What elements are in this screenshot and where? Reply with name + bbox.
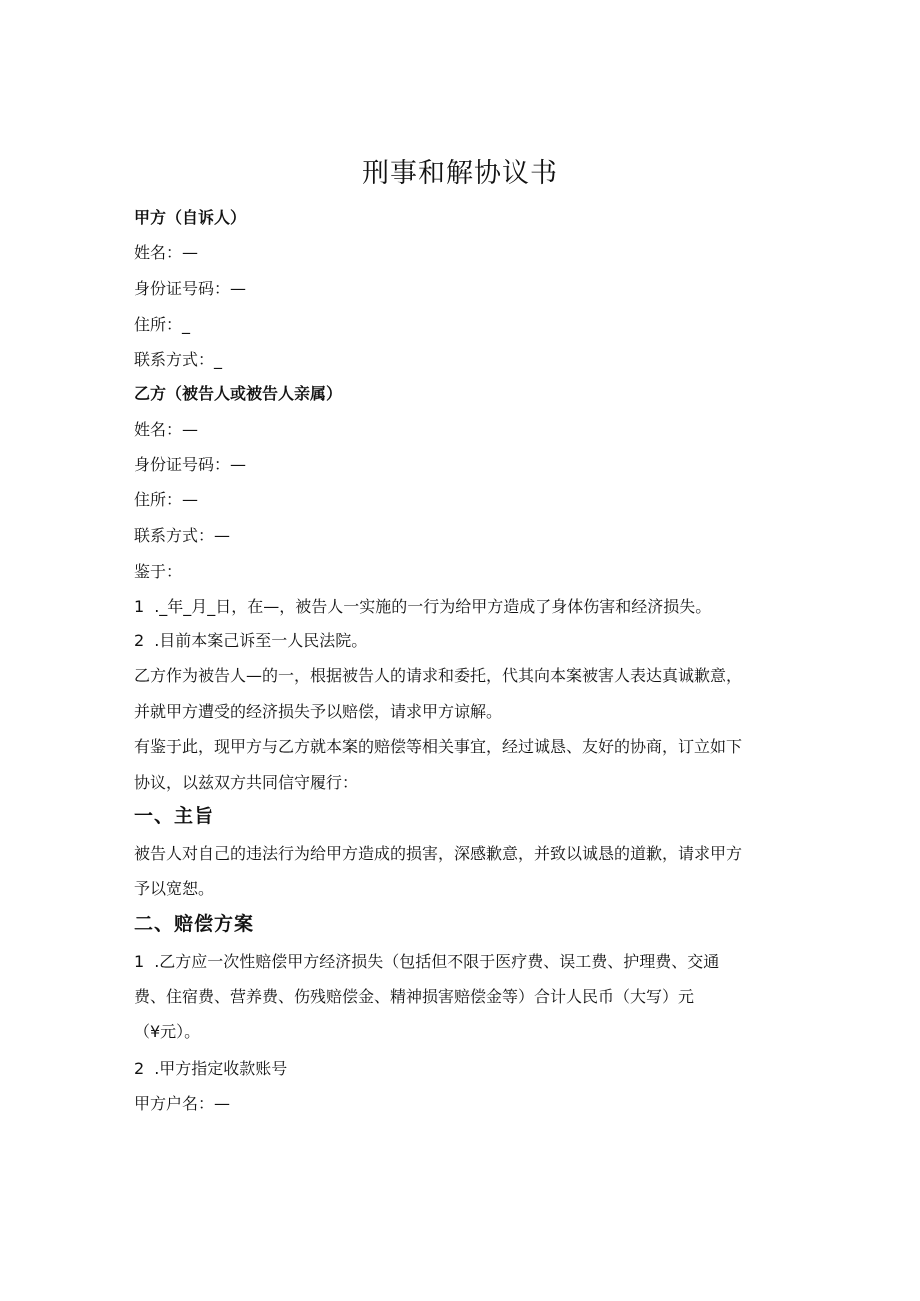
whereas-paragraph-2-line-1: 有鉴于此，现甲方与乙方就本案的赔偿等相关事宜，经过诚恳、友好的协商，订立如下 [134,737,743,756]
whereas-item-2 [134,629,367,653]
whereas-item-1 [134,595,711,619]
whereas-label: 鉴于： [134,562,183,581]
section-1-line-2: 予以宽恕。 [134,879,215,898]
whereas-item-2-text: .目前本案己诉至一人民法院。 [154,631,368,650]
party-a-id-number: 身份证号码：— [134,279,247,298]
party-a-address: 住所：_ [134,315,191,334]
whereas-item-1-number: 1 [134,597,145,616]
section-2-item-2 [134,1057,287,1081]
section-1-line-1: 被告人对自己的违法行为给甲方造成的损害，深感歉意，并致以诚恳的道歉，请求甲方 [134,844,743,863]
party-b-address: 住所：— [134,490,199,509]
section-2-item-1-text: .乙方应一次性赔偿甲方经济损失（包括但不限于医疗费、误工费、护理费、交通 [154,952,720,971]
section-1-heading: 一、主旨 [134,805,215,827]
document-title: 刑事和解协议书 [362,158,558,189]
party-b-id-number: 身份证号码：— [134,455,247,474]
whereas-item-1-text: ._年_月_日，在—，被告人一实施的一行为给甲方造成了身体伤害和经济损失。 [154,597,712,616]
whereas-paragraph-1-line-2: 并就甲方遭受的经济损失予以赔偿，请求甲方谅解。 [134,702,503,721]
party-a-heading: 甲方（自诉人） [134,208,247,227]
section-2-item-1-line-1 [134,950,719,974]
whereas-paragraph-1-line-1: 乙方作为被告人—的一，根据被告人的请求和委托，代其向本案被害人表达真诚歉意， [134,666,743,685]
whereas-paragraph-2-line-2: 协议，以兹双方共同信守履行： [134,773,359,792]
account-name-field: 甲方户名：— [134,1094,231,1113]
party-b-name: 姓名：— [134,420,199,439]
party-a-name: 姓名：— [134,243,199,262]
section-2-item-2-text: .甲方指定收款账号 [154,1059,288,1078]
section-2-item-1-line-2: 费、住宿费、营养费、伤残赔偿金、精神损害赔偿金等）合计人民币（大写）元 [134,987,695,1006]
section-2-heading: 二、赔偿方案 [134,913,255,935]
section-2-item-1-line-3: （¥元）。 [134,1022,201,1041]
party-a-contact: 联系方式：_ [134,350,223,369]
party-b-heading: 乙方（被告人或被告人亲属） [134,384,343,403]
section-2-item-1-number: 1 [134,952,145,971]
section-2-item-2-number: 2 [134,1059,145,1078]
party-b-contact: 联系方式：— [134,526,231,545]
whereas-item-2-number: 2 [134,631,145,650]
